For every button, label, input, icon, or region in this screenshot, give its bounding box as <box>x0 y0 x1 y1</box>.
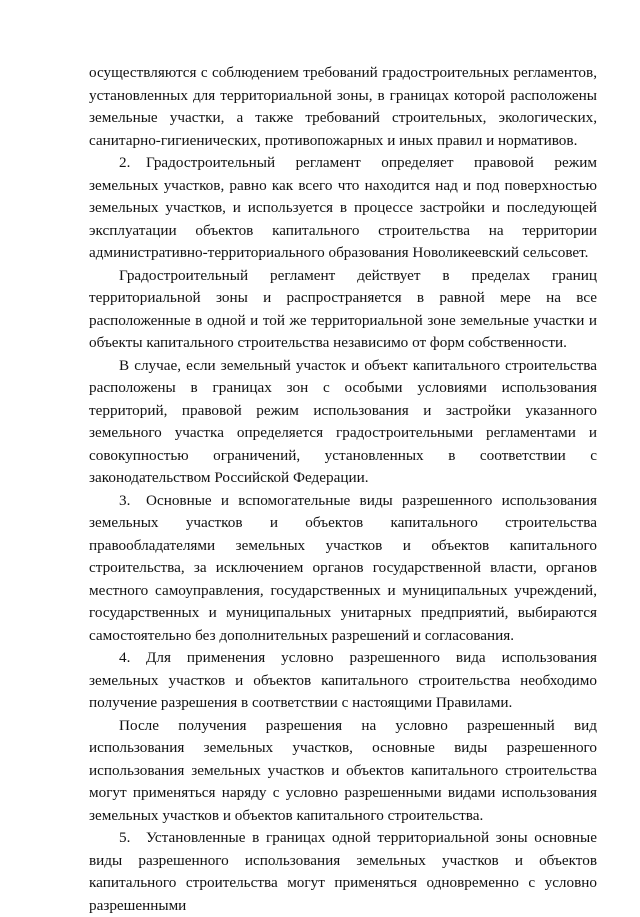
paragraph-4 <box>89 647 597 715</box>
paragraph-number: 3. <box>119 491 131 509</box>
paragraph-text: Для применения условно разрешенного вида использования земельных участков и объектов капитального строительства необходимо получение разрешения в соответствии с настоящими Правилами. <box>89 649 597 711</box>
paragraph-text: Установленные в границах одной территориальной зоны основные виды разрешенного использования земельных участков и объектов капитального строительства могут применяться одновременно с условно разрешенными <box>89 829 597 914</box>
paragraph-5 <box>89 827 597 917</box>
paragraph-2 <box>89 152 597 265</box>
paragraph-continuation <box>89 62 597 152</box>
paragraph-text: Градостроительный регламент определяет правовой режим земельных участков, равно как всего что находится над и под поверхностью земельных участков, и используется в процессе застройки и последующей эксплуатации объектов капитального строительства на территории административно-территориального образования Новоликеевский сельсовет. <box>89 154 597 261</box>
paragraph-3 <box>89 490 597 648</box>
paragraph-number: 2. <box>119 154 131 171</box>
paragraph-text: После получения разрешения на условно разрешенный вид использования земельных участков, основные виды разрешенного использования земельных участков и объектов капитального строительства могут применяться наряду с условно разрешенными видами использования земельных участков и объектов капитального строительства. <box>89 716 597 824</box>
paragraph-2-sub-2 <box>89 355 597 490</box>
paragraph-number: 5. <box>119 829 131 846</box>
paragraph-text: Основные и вспомогательные виды разрешенного использования земельных участков и объектов капитального строительства правообладателями земельных участков и объектов капитального строительства, за исключением органов государственной власти, органов местного самоуправления, государственных и муниципальных учреждений, государственных и муниципальных унитарных предприятий, выбираются самостоятельно без дополнительных разрешений и согласования. <box>89 491 597 644</box>
paragraph-2-sub-1 <box>89 265 597 355</box>
paragraph-number: 4. <box>119 649 131 666</box>
paragraph-text: В случае, если земельный участок и объект капитального строительства расположены в границах зон с особыми условиями использования территорий, правовой режим использования и застройки указанного земельного участка определяется градостроительными регламентами и совокупностью ограничений, установленных в соответствии с законодательством Российской Федерации. <box>89 356 597 486</box>
paragraph-text: Градостроительный регламент действует в пределах границ территориальной зоны и распространяется в равной мере на все расположенные в одной и той же территориальной зоне земельные участки и объекты капитального строительства независимо от форм собственности. <box>89 266 597 351</box>
paragraph-4-sub-1 <box>89 715 597 828</box>
paragraph-text: осуществляются с соблюдением требований градостроительных регламентов, установленных для территориальной зоны, в границах которой расположены земельные участки, а также требований строительных, экологических, санитарно-гигиенических, противопожарных и иных правил и нормативов. <box>89 64 597 149</box>
document-body <box>89 62 597 917</box>
